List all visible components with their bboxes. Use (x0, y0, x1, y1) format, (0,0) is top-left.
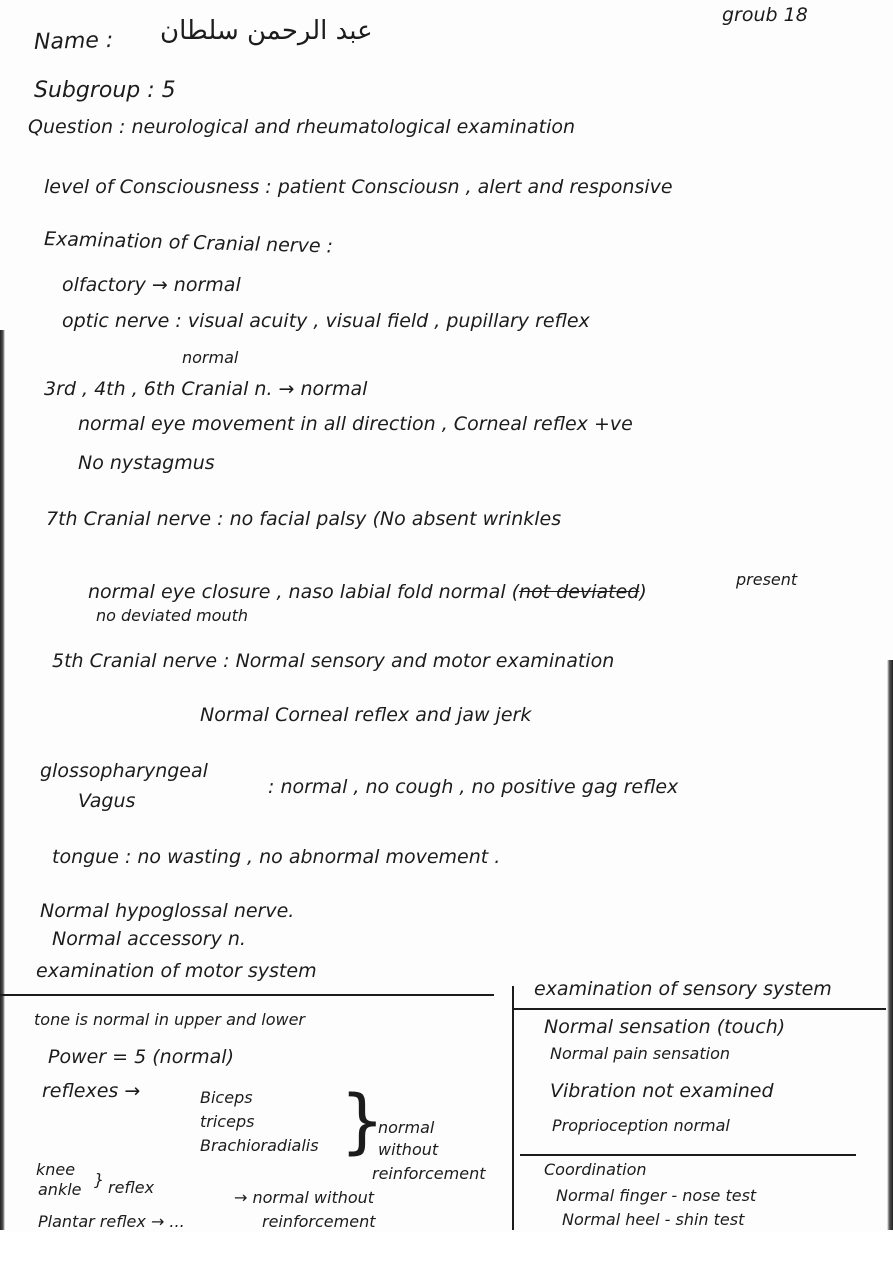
column-divider (512, 986, 514, 1230)
reflex-brachioradialis: Brachioradialis (200, 1136, 319, 1155)
eye-movement-line: normal eye movement in all direction , Corneal reflex +ve (78, 413, 633, 435)
coordination-item: Normal finger - nose test (556, 1186, 757, 1205)
accessory-line: Normal accessory n. (52, 928, 246, 950)
knee-ankle-brace: } (94, 1170, 105, 1189)
tone-line: tone is normal in upper and lower (34, 1010, 305, 1029)
name-label: Name : (33, 27, 114, 55)
reflexes-label: reflexes → (42, 1080, 141, 1102)
fifth-nerve-line: 5th Cranial nerve : Normal sensory and motor examination (52, 650, 615, 672)
power-line: Power = 5 (normal) (48, 1046, 234, 1068)
subgroup: Subgroup : 5 (34, 78, 176, 103)
optic-normal-note: normal (182, 348, 239, 367)
glosso-vagus-findings: : normal , no cough , no positive gag reflex (268, 776, 679, 798)
page-edge-shadow-right (887, 660, 893, 1230)
question: Question : neurological and rheumatological examination (28, 116, 576, 138)
sensory-divider (514, 1008, 886, 1010)
coordination-heading: Coordination (544, 1160, 647, 1179)
optic-line: optic nerve : visual acuity , visual field , pupillary reflex (62, 310, 590, 332)
page-bottom-margin (0, 1232, 893, 1263)
no-deviated-mouth: no deviated mouth (96, 606, 249, 625)
reflex-triceps: triceps (200, 1112, 255, 1131)
ankle-label: ankle (38, 1180, 82, 1199)
knee-ankle-reflex-word: reflex (108, 1178, 155, 1197)
sensory-item: Normal sensation (touch) (544, 1016, 786, 1038)
motor-heading: examination of motor system (36, 960, 317, 982)
nystagmus-line: No nystagmus (78, 452, 215, 474)
sensory-item: Proprioception normal (552, 1116, 730, 1135)
sensory-heading: examination of sensory system (534, 978, 832, 1000)
knee-ankle-result: → normal without (234, 1188, 375, 1207)
knee-label: knee (36, 1160, 76, 1179)
sensory-item: Normal pain sensation (550, 1044, 730, 1063)
page-edge-shadow-left (0, 330, 5, 1230)
fifth-reflex-line: Normal Corneal reflex and jaw jerk (200, 704, 532, 726)
motor-divider (0, 994, 494, 996)
group-label: groub 18 (722, 4, 808, 26)
name-value: عبد الرحمن سلطان (160, 16, 373, 46)
reflex-brace: } (340, 1080, 385, 1162)
eye-closure-line (88, 583, 647, 602)
coordination-item: Normal heel - shin test (562, 1210, 745, 1229)
glossopharyngeal-label: glossopharyngeal (40, 760, 208, 782)
reflex-result-without: without (378, 1140, 439, 1159)
eye-closure-close: ) (639, 581, 647, 603)
reflex-result-reinforcement: reinforcement (372, 1164, 486, 1183)
olfactory-line: olfactory → normal (62, 274, 241, 296)
reflex-biceps: Biceps (200, 1088, 253, 1107)
seventh-nerve-line: 7th Cranial nerve : no facial palsy (No absent wrinkles (46, 508, 562, 530)
knee-ankle-reinforcement: reinforcement (262, 1212, 376, 1231)
plantar-reflex: Plantar reflex → ... (38, 1212, 185, 1231)
tongue-line: tongue : no wasting , no abnormal movement . (52, 846, 501, 868)
struck-not-deviated: not deviated (519, 581, 640, 603)
sensory-item: Vibration not examined (550, 1080, 774, 1102)
level-of-consciousness: level of Consciousness : patient Consciousn , alert and responsive (44, 176, 673, 198)
hypoglossal-line: Normal hypoglossal nerve. (40, 900, 295, 922)
cranial-heading: Examination of Cranial nerve : (43, 228, 334, 258)
reflex-result-normal: normal (378, 1118, 435, 1137)
third-fourth-sixth-line: 3rd , 4th , 6th Cranial n. → normal (44, 378, 368, 400)
eye-closure-text: normal eye closure , naso labial fold normal ( (88, 581, 520, 603)
vagus-label: Vagus (78, 790, 136, 812)
coordination-divider (520, 1154, 856, 1156)
present-correction: present (736, 570, 798, 589)
